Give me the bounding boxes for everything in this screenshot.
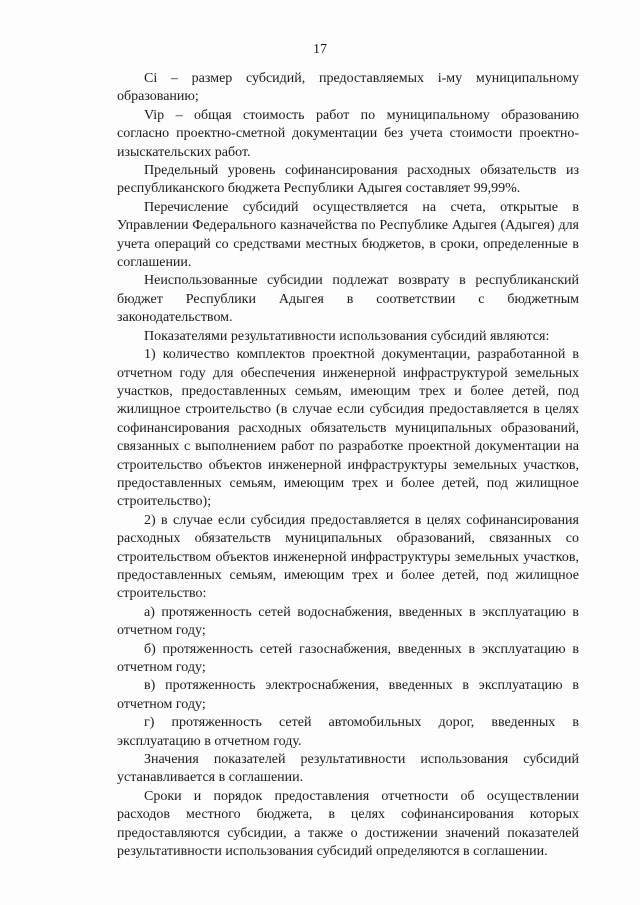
page-number: 17 bbox=[313, 42, 327, 57]
paragraph-subsidy-size: Ci – размер субсидий, предоставляемых i-му муниципальному образованию; bbox=[117, 71, 579, 105]
list-item: 1) количество комплектов проектной документации, разработанной в отчетном году для обеспечения инженерной инфраструктурой земельных участков, предоставленных семьям, имеющим трех и более детей, под жилищное строительство (в случае если субсидия предоставляется в целях софинансирования расходных обязательств муниципальных образований, связанных с выполнением работ по разработке проектной документации на строительство объектов инженерной инфраструктуры земельных участков, предоставленных семьям, имеющим трех и более детей, под жилищное строительство); bbox=[117, 347, 579, 510]
list-item: а) протяженность сетей водоснабжения, введенных в эксплуатацию в отчетном году; bbox=[117, 604, 579, 639]
paragraph-refund: Неиспользованные субсидии подлежат возврату в республиканский бюджет Республики Адыгея в соответствии с бюджетным законодательством. bbox=[117, 273, 579, 326]
document-body bbox=[117, 70, 579, 861]
list-item: г) протяженность сетей автомобильных дорог, введенных в эксплуатацию в отчетном году. bbox=[117, 715, 579, 749]
list-item: б) протяженность сетей газоснабжения, введенных в эксплуатацию в отчетном году; bbox=[117, 641, 579, 675]
paragraph-reporting: Сроки и порядок предоставления отчетности об осуществлении расходов местного бюджета, в целях софинансирования которых предоставляются субсидии, а также о достижении значений показателей результативности использования субсидий определяются в соглашении. bbox=[117, 788, 579, 860]
paragraph-cofinancing-level: Предельный уровень софинансирования расходных обязательств из республиканского бюджета Республики Адыгея составляет 99,99%. bbox=[117, 163, 579, 197]
paragraph-work-cost: Vip – общая стоимость работ по муниципальному образованию согласно проектно-сметной документации без учета стоимости проектно-изыскательских работ. bbox=[117, 107, 579, 160]
list-item: 2) в случае если субсидия предоставляется в целях софинансирования расходных обязательств муниципальных образований, связанных со строительством объектов инженерной инфраструктуры земельных участков, предоставленных семьям, имеющим трех и более детей, под жилищное строительство: bbox=[117, 512, 579, 602]
list-item: в) протяженность электроснабжения, введенных в эксплуатацию в отчетном году; bbox=[117, 678, 579, 712]
paragraph-transfer: Перечисление субсидий осуществляется на счета, открытые в Управлении Федерального казначейства по Республике Адыгея (Адыгея) для учета операций со средствами местных бюджетов, в сроки, определенные в соглашении. bbox=[117, 199, 579, 271]
paragraph-indicators-intro: Показателями результативности использования субсидий являются: bbox=[144, 328, 550, 344]
paragraph-indicator-values: Значения показателей результативности использования субсидий устанавливается в соглашении. bbox=[117, 752, 579, 786]
